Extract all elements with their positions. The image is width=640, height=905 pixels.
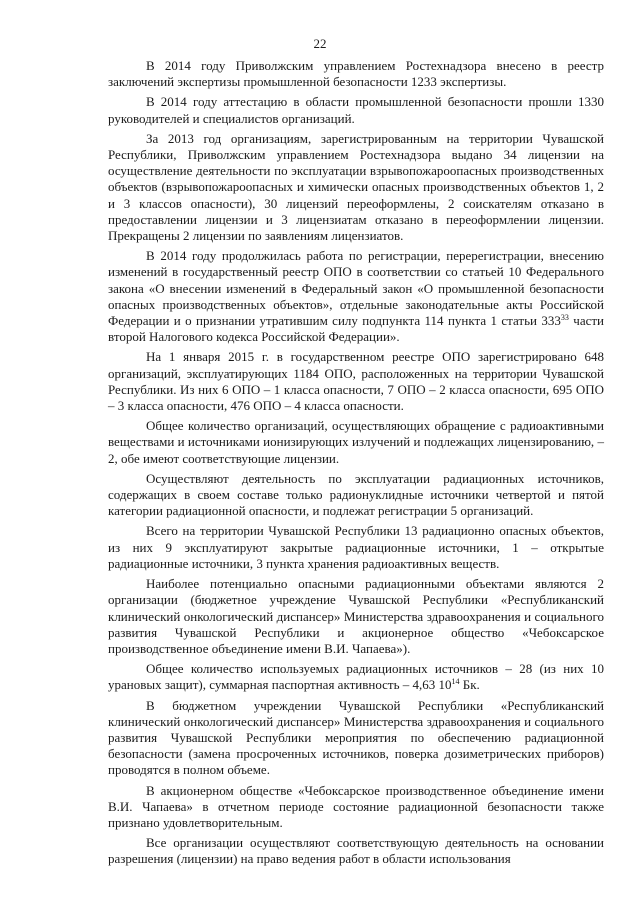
- superscript: 14: [451, 677, 460, 687]
- paragraph-radiation-sources-registration: Осуществляют деятельность по эксплуатации радиационных источников, содержащих в своем составе только радионуклидные источники четвертой и пятой категории радиационной опасности, и подлежат регистрации 5 организаций.: [108, 470, 604, 519]
- paragraph-opo-statistics: На 1 января 2015 г. в государственном реестре ОПО зарегистрировано 648 организаций, эксплуатирующих 1184 ОПО, расположенных на территории Чувашской Республики. Из них 6 ОПО – 1 класса опасности, 7 ОПО – 2 класса опасности, 695 ОПО – 3 класса опасности, 476 ОПО – 4 класса опасности.: [108, 349, 604, 414]
- paragraph-licenses-2013: За 2013 год организациям, зарегистрированным на территории Чувашской Республики, Приволжским управлением Ростехнадзора выдано 34 лицензии на осуществление деятельности по эксплуатации взрывопожароопасных производственных объектов (взрывопожароопасных и химически опасных производственных объектов 1, 2 и 3 классов опасности), 30 лицензий переоформлены, 2 соискателям отказано в предоставлении лицензии и 3 лицензиатам отказано в переоформлении лицензии. Прекращены 2 лицензии по заявлениям лицензиатов.: [108, 130, 604, 244]
- paragraph-radioactive-organizations: Общее количество организаций, осуществляющих обращение с радиоактивными веществами и источниками ионизирующих излучений и подлежащих лицензированию, – 2, обе имеют соответствующие лицензии.: [108, 418, 604, 466]
- paragraph-opo-registration: [108, 248, 604, 345]
- paragraph-oncology-dispensary: В бюджетном учреждении Чувашской Республики «Республиканский клинический онкологический диспансер» Министерства здравоохранения и социального развития Чувашской Республики мероприятия по обеспечению радиационной безопасности (замена просроченных источников, поверка дозиметрических приборов) проводятся в полном объеме.: [108, 697, 604, 778]
- paragraph-radiation-objects: Всего на территории Чувашской Республики 13 радиационно опасных объектов, из них 9 эксплуатируют закрытые радиационные источники, 1 – открытые радиационные источники, 3 пункта хранения радиоактивных веществ.: [108, 523, 604, 571]
- superscript: 33: [560, 313, 569, 323]
- paragraph-text-part: части второй Налогового кодекса Российской Федерации».: [108, 313, 604, 345]
- paragraph-text-part: Бк.: [459, 677, 480, 693]
- paragraph-licensing-basis: Все организации осуществляют соответствующую деятельность на основании разрешения (лицензии) на право ведения работ в области использования: [108, 835, 604, 867]
- paragraph-expertise-register: В 2014 году Приволжским управлением Ростехнадзора внесено в реестр заключений экспертизы промышленной безопасности 1233 экспертизы.: [108, 58, 604, 90]
- paragraph-attestation: В 2014 году аттестацию в области промышленной безопасности прошли 1330 руководителей и специалистов организаций.: [108, 94, 604, 126]
- document-body: [108, 58, 604, 872]
- paragraph-sources-activity: [108, 661, 604, 693]
- paragraph-text-part: В 2014 году продолжилась работа по регистрации, перерегистрации, внесению изменений в государственный реестр ОПО в соответствии со статьей 10 Федерального закона «О внесении изменений в Федеральный закон «О промышленной безопасности опасных производственных объектов», отдельные законодательные акты Российской Федерации и о признании утратившим силу подпункта 114 пункта 1 статьи 333: [108, 248, 604, 329]
- paragraph-text-part: Общее количество используемых радиационных источников – 28 (из них 10 урановых защит), суммарная паспортная активность – 4,63 10: [108, 661, 604, 693]
- paragraph-chapaev-plant: В акционерном обществе «Чебоксарское производственное объединение имени В.И. Чапаева» в отчетном периоде состояние радиационной безопасности также признано удовлетворительным.: [108, 782, 604, 830]
- page-number: 22: [313, 36, 327, 51]
- paragraph-dangerous-objects: Наиболее потенциально опасными радиационными объектами являются 2 организации (бюджетное учреждение Чувашской Республики «Республиканский клинический онкологический диспансер» Министерства здравоохранения и социального развития Чувашской Республики и акционерное общество «Чебоксарское производственное объединение имени В.И. Чапаева»).: [108, 576, 604, 656]
